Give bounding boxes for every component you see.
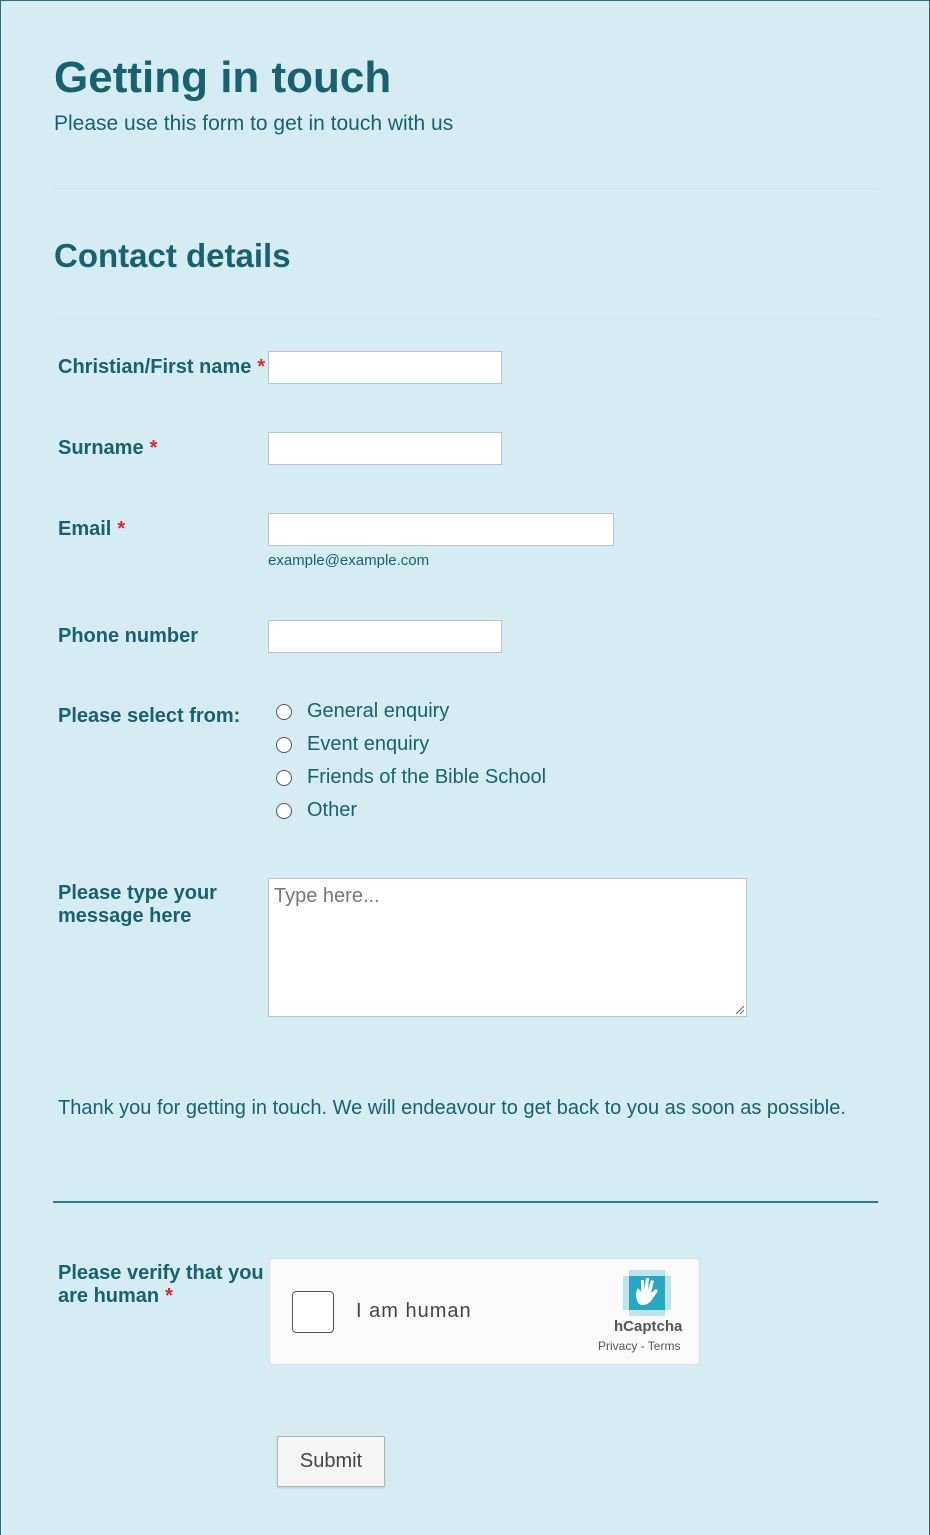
captcha-brand: hCaptcha	[614, 1318, 683, 1335]
radio-label: Event enquiry	[307, 733, 430, 755]
radio-option-general-enquiry[interactable]	[276, 695, 546, 728]
section-title: Contact details	[54, 237, 291, 274]
message-textarea[interactable]	[268, 878, 747, 1017]
captcha-label-text: Please verify that you are human	[58, 1262, 264, 1307]
hcaptcha-widget	[269, 1258, 700, 1365]
email-input[interactable]	[268, 513, 614, 546]
message-placeholder: Type here...	[274, 885, 380, 907]
surname-label-text: Surname	[58, 437, 144, 459]
radio-option-other[interactable]	[276, 794, 546, 827]
captcha-privacy-link[interactable]: Privacy	[598, 1339, 638, 1353]
hcaptcha-logo-icon	[623, 1270, 671, 1316]
radio-label: General enquiry	[307, 700, 450, 722]
radio-option-event-enquiry[interactable]	[276, 728, 546, 761]
radio-button[interactable]	[276, 770, 292, 786]
required-mark: *	[257, 356, 266, 378]
submit-button[interactable]: Submit	[277, 1436, 385, 1487]
page-subtitle: Please use this form to get in touch with us	[54, 112, 454, 135]
surname-input[interactable]	[268, 432, 502, 465]
message-label	[58, 882, 268, 928]
required-mark: *	[165, 1285, 173, 1307]
section-divider	[54, 318, 878, 319]
enquiry-type-label-text: Please select from:	[58, 705, 241, 727]
captcha-checkbox-label: I am human	[356, 1300, 472, 1322]
captcha-links-separator: -	[637, 1339, 648, 1353]
page-title: Getting in touch	[54, 53, 392, 102]
resize-handle-icon[interactable]	[734, 1004, 744, 1014]
enquiry-type-label	[58, 705, 273, 728]
first-name-input[interactable]	[268, 351, 502, 384]
captcha-label	[58, 1262, 268, 1308]
captcha-terms-link[interactable]: Terms	[647, 1339, 681, 1353]
radio-label: Other	[307, 799, 358, 821]
email-label	[58, 518, 268, 541]
form-divider	[53, 1201, 878, 1203]
email-label-text: Email	[58, 518, 112, 540]
surname-label	[58, 437, 268, 460]
radio-button[interactable]	[276, 704, 292, 720]
captcha-checkbox[interactable]	[292, 1291, 334, 1333]
radio-button[interactable]	[276, 737, 292, 753]
required-mark: *	[117, 518, 126, 540]
radio-option-friends-of-bible-school[interactable]	[276, 761, 546, 794]
radio-label: Friends of the Bible School	[307, 766, 547, 788]
required-mark: *	[149, 437, 158, 459]
first-name-label-text: Christian/First name	[58, 356, 252, 378]
email-hint: example@example.com	[268, 552, 430, 569]
enquiry-type-radio-group	[276, 695, 546, 827]
captcha-links	[598, 1339, 680, 1353]
thank-you-text: Thank you for getting in touch. We will endeavour to get back to you as soon as possible.	[58, 1097, 846, 1119]
phone-label	[58, 625, 268, 648]
header-divider	[54, 188, 878, 189]
phone-label-text: Phone number	[58, 625, 199, 647]
message-label-text: Please type your message here	[58, 882, 217, 927]
first-name-label	[58, 356, 268, 379]
phone-input[interactable]	[268, 620, 502, 653]
radio-button[interactable]	[276, 803, 292, 819]
